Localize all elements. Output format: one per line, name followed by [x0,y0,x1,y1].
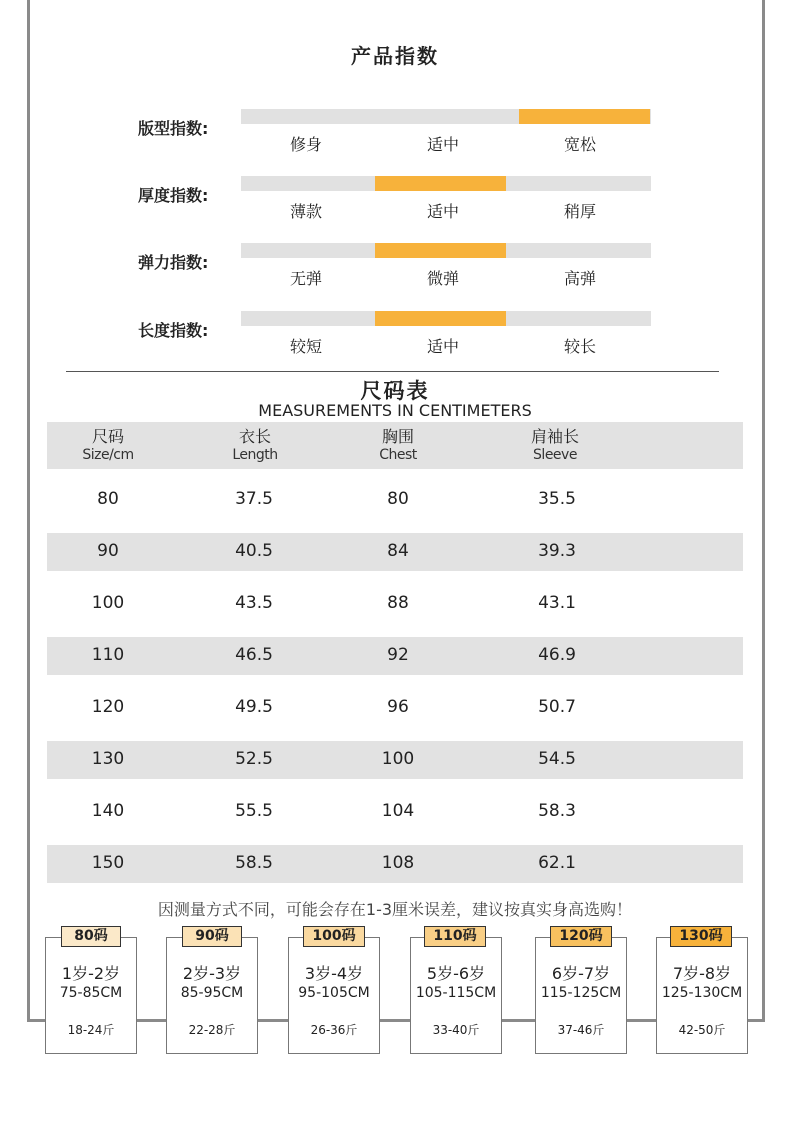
size-card [166,937,258,1054]
card-age: 5岁-6岁 [426,964,486,983]
size-card [535,937,627,1054]
index-bar [241,176,651,191]
cell-size: 150 [91,853,125,873]
cell-length: 58.5 [235,853,273,873]
cell-size: 100 [91,593,125,613]
size-card [288,937,380,1054]
index-option: 稍厚 [563,202,596,221]
frame-bottom-border [27,1019,765,1022]
cell-size: 80 [97,489,119,509]
card-size-tag: 130码 [670,926,732,947]
header-label-en: Chest [379,447,417,463]
index-option: 修身 [289,135,322,154]
card-age: 7岁-8岁 [672,964,732,983]
cell-length: 46.5 [235,645,273,665]
table-row [47,689,743,727]
index-option: 适中 [426,337,459,356]
index-indicator [519,109,650,124]
size-chart-title: 尺码表 [360,379,430,403]
card-height: 85-95CM [180,985,244,1001]
cell-sleeve: 39.3 [538,541,576,561]
size-card [656,937,748,1054]
cell-size: 130 [91,749,125,769]
cell-sleeve: 50.7 [538,697,576,717]
index-option: 高弹 [563,269,596,288]
cell-length: 52.5 [235,749,273,769]
header-label-en: Sleeve [533,447,577,463]
card-size-tag: 80码 [61,926,121,947]
card-height: 105-115CM [415,985,497,1001]
header-sleeve [485,428,625,464]
table-row [47,845,743,883]
size-card [410,937,502,1054]
index-bar [241,243,651,258]
card-weight: 42-50斤 [678,1023,726,1037]
card-weight: 18-24斤 [67,1023,115,1037]
cell-sleeve: 35.5 [538,489,576,509]
card-age: 2岁-3岁 [182,964,242,983]
index-bar [241,311,651,326]
header-label-en: Size/cm [82,447,134,463]
index-option: 无弹 [289,269,322,288]
table-row [47,533,743,571]
table-row [47,481,743,519]
card-height: 115-125CM [540,985,622,1001]
index-option: 较长 [563,337,596,356]
cell-chest: 108 [381,853,415,873]
card-size-tag: 110码 [424,926,486,947]
index-option: 微弹 [426,269,459,288]
index-indicator [375,176,506,191]
index-label: 厚度指数: [138,186,209,205]
cell-size: 110 [91,645,125,665]
card-height: 95-105CM [298,985,370,1001]
header-label-en: Length [232,447,278,463]
header-label-zh: 尺码 [91,427,124,446]
cell-chest: 96 [387,697,409,717]
cell-sleeve: 46.9 [538,645,576,665]
card-weight: 22-28斤 [188,1023,236,1037]
index-row-thickness [0,176,790,236]
index-label: 弹力指数: [138,253,209,272]
size-chart-subtitle: MEASUREMENTS IN CENTIMETERS [258,401,532,420]
index-label: 长度指数: [138,321,209,340]
index-label: 版型指数: [138,119,209,138]
index-option: 较短 [289,337,322,356]
table-row [47,741,743,779]
header-label-zh: 胸围 [381,427,414,446]
cell-size: 90 [97,541,119,561]
index-bar [241,109,651,124]
header-label-zh: 衣长 [238,427,271,446]
cell-sleeve: 43.1 [538,593,576,613]
cell-chest: 80 [387,489,409,509]
header-label-zh: 肩袖长 [530,427,579,446]
table-row [47,793,743,831]
card-size-tag: 100码 [303,926,365,947]
cell-length: 40.5 [235,541,273,561]
header-chest [328,428,468,464]
table-row [47,637,743,675]
index-option: 宽松 [563,135,596,154]
cell-size: 140 [91,801,125,821]
cell-length: 37.5 [235,489,273,509]
cell-sleeve: 62.1 [538,853,576,873]
card-size-tag: 120码 [550,926,612,947]
card-weight: 26-36斤 [310,1023,358,1037]
card-height: 125-130CM [661,985,743,1001]
index-row-length [0,311,790,371]
card-size-tag: 90码 [182,926,242,947]
cell-chest: 100 [381,749,415,769]
size-card [45,937,137,1054]
table-row [47,585,743,623]
cell-sleeve: 54.5 [538,749,576,769]
header-length [185,428,325,464]
cell-chest: 88 [387,593,409,613]
index-indicator [375,243,506,258]
index-option: 适中 [426,135,459,154]
cell-size: 120 [91,697,125,717]
card-weight: 33-40斤 [432,1023,480,1037]
section-divider [66,371,719,372]
cell-chest: 104 [381,801,415,821]
card-age: 3岁-4岁 [304,964,364,983]
cell-length: 55.5 [235,801,273,821]
index-option: 薄款 [289,202,322,221]
header-size [38,428,178,464]
measurement-note: 因测量方式不同，可能会存在1-3厘米误差，建议按真实身高选购！ [157,900,633,919]
cell-chest: 92 [387,645,409,665]
cell-sleeve: 58.3 [538,801,576,821]
index-indicator [375,311,506,326]
index-row-fit [0,109,790,169]
index-title: 产品指数 [351,44,439,68]
cell-chest: 84 [387,541,409,561]
table-header [47,422,743,469]
card-height: 75-85CM [59,985,123,1001]
cell-length: 43.5 [235,593,273,613]
cell-length: 49.5 [235,697,273,717]
index-option: 适中 [426,202,459,221]
card-weight: 37-46斤 [557,1023,605,1037]
card-age: 6岁-7岁 [551,964,611,983]
card-age: 1岁-2岁 [61,964,121,983]
index-row-elasticity [0,243,790,303]
